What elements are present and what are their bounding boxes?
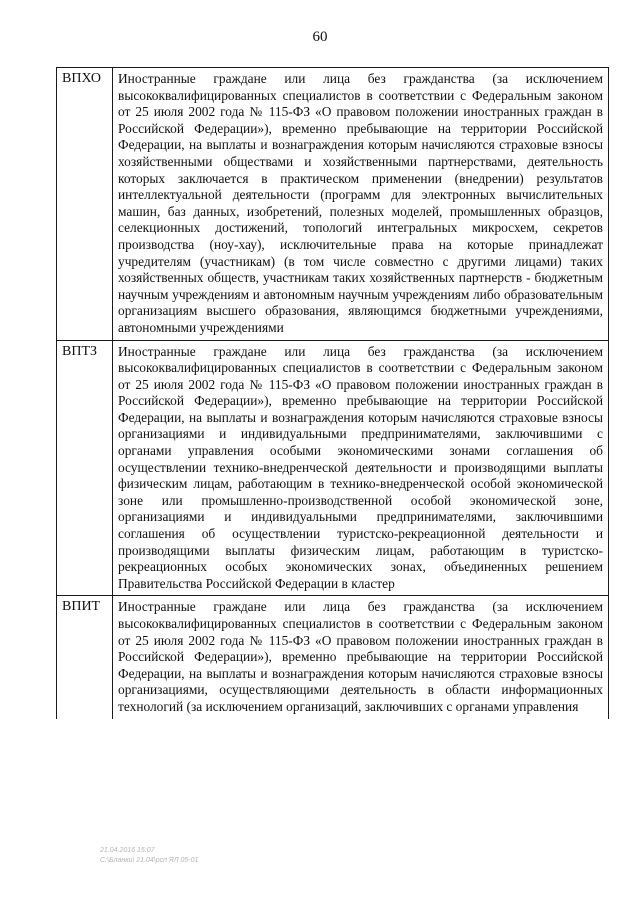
category-description: Иностранные граждане или лица без гражданства (за исключением высококвалифицированных специалистов в соответствии с Федеральным законом от 25 июля 2002 года № 115-ФЗ «О правовом положении иностранных граждан в Российской Федерации»), временно пребывающие на территории Российской Федерации, на выплаты и вознаграждения которым начисляются страховые взносы организациями и индивидуальными предпринимателями, заключившими с органами управления особыми экономическими зонами соглашения об осуществлении технико-внедренческой деятельности и производящими выплаты физическим лицам, работающим в технико-внедренческой особой экономической зоне или промышленно-производственной особой экономической зоне, организациями и индивидуальными предпринимателями, заключившими соглашения об осуществлении туристско-рекреационной деятельности и производящими выплаты физическим лицам, работающим в туристско-рекреационных особых экономических зонах, объединенных решением Правительства Российской Федерации в кластер [113,340,609,596]
category-code: ВПХО [57,68,113,341]
category-code: ВПТЗ [57,340,113,596]
table-row [57,68,609,341]
insurance-codes-table [56,67,609,719]
print-stamp-date: 21.04.2016 15:07 [100,847,155,854]
category-code: ВПИТ [57,596,113,719]
category-description: Иностранные граждане или лица без гражданства (за исключением высококвалифицированных специалистов в соответствии с Федеральным законом от 25 июля 2002 года № 115-ФЗ «О правовом положении иностранных граждан в Российской Федерации»), временно пребывающие на территории Российской Федерации, на выплаты и вознаграждения которым начисляются страховые взносы организациями, осуществляющими деятельность в области информационных технологий (за исключением организаций, заключивших с органами управления [113,596,609,719]
print-stamp [100,846,198,866]
table-row [57,596,609,719]
print-stamp-path: С:\Бланки\ 21.04\рсп ЯЛ 05-01 [100,857,199,864]
page-number: 60 [312,29,328,45]
table-row [57,340,609,596]
category-description: Иностранные граждане или лица без гражданства (за исключением высококвалифицированных специалистов в соответствии с Федеральным законом от 25 июля 2002 года № 115-ФЗ «О правовом положении иностранных граждан в Российской Федерации»), временно пребывающие на территории Российской Федерации, на выплаты и вознаграждения которым начисляются страховые взносы хозяйственными обществами и хозяйственными партнерствами, деятельность которых заключается в практическом применении (внедрении) результатов интеллектуальной деятельности (программ для электронных вычислительных машин, баз данных, изобретений, полезных моделей, промышленных образцов, селекционных достижений, топологий интегральных микросхем, секретов производства (ноу-хау), исключительные права на которые принадлежат учредителям (участникам) (в том числе совместно с другими лицами) таких хозяйственных обществ, участникам таких хозяйственных партнерств - бюджетным научным учреждениям и автономным научным учреждениям либо образовательным организациям высшего образования, являющимся бюджетными учреждениями, автономными учреждениями [113,68,609,341]
